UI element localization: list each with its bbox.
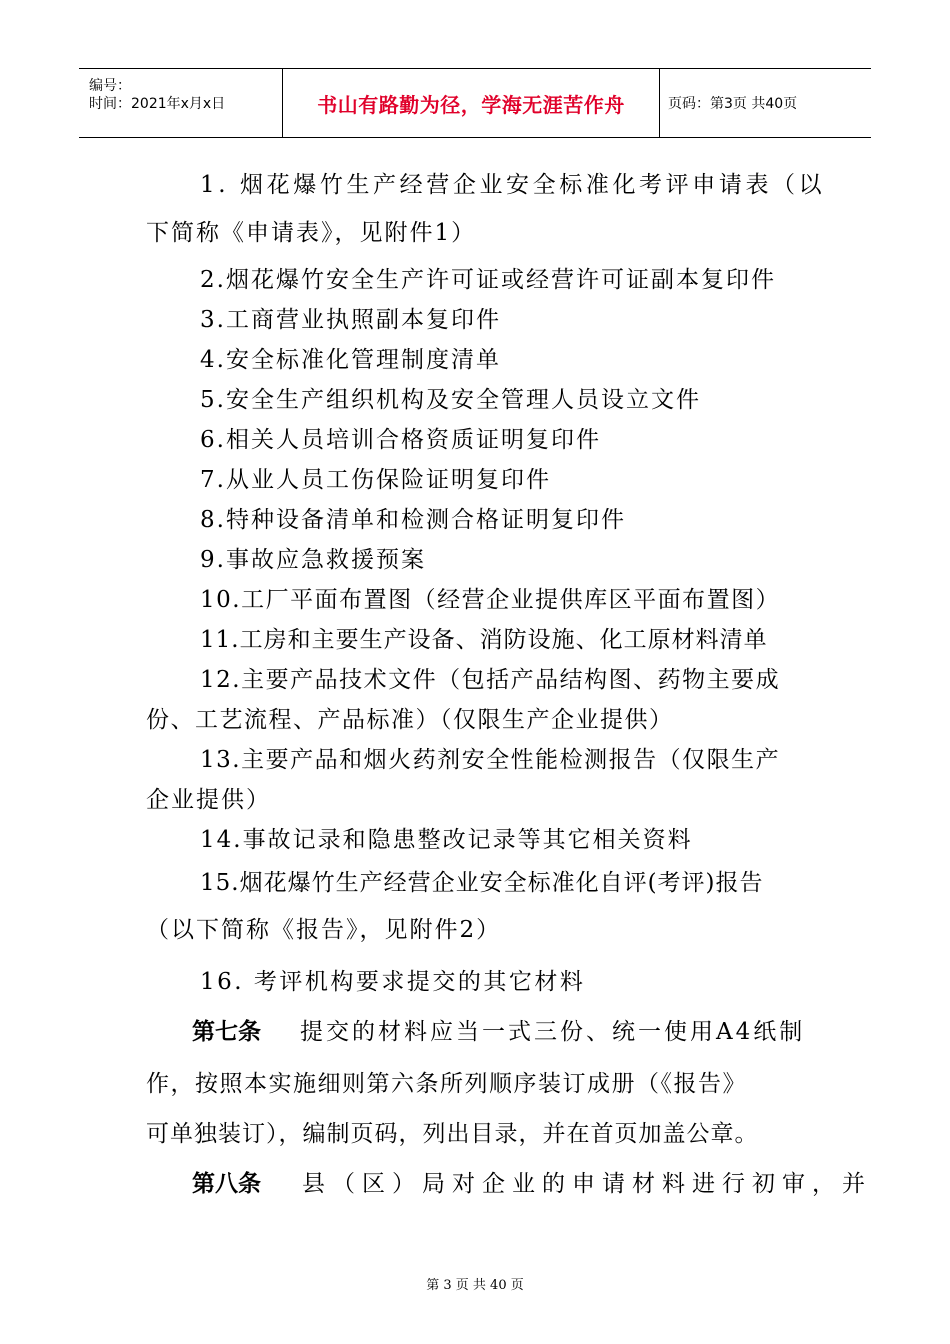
list-item-1-line1: 1. 烟花爆竹生产经营企业安全标准化考评申请表（以 [200,172,826,198]
list-item-9: 9.事故应急救援预案 [200,547,426,573]
list-item-10: 10.工厂平面布置图（经营企业提供库区平面布置图） [200,587,781,613]
header-meta-cell [79,69,283,137]
list-item-7: 7.从业人员工伤保险证明复印件 [200,467,551,493]
document-number-label: 编号： [89,78,131,94]
list-item-6: 6.相关人员培训合格资质证明复印件 [200,427,601,453]
document-date-label: 时间：2021年x月x日 [89,96,226,112]
list-item-5: 5.安全生产组织机构及安全管理人员设立文件 [200,387,701,413]
list-item-2: 2.烟花爆竹安全生产许可证或经营许可证副本复印件 [200,267,776,293]
list-item-8: 8.特种设备清单和检测合格证明复印件 [200,507,626,533]
article-8-title: 第八条 [192,1171,261,1197]
header-page-info: 页码：第3页 共40页 [668,96,798,112]
list-item-14: 14.事故记录和隐患整改记录等其它相关资料 [200,827,693,853]
list-item-16: 16. 考评机构要求提交的其它材料 [200,969,586,995]
list-item-4: 4.安全标准化管理制度清单 [200,347,501,373]
article-7-line3: 可单独装订），编制页码，列出目录，并在首页加盖公章。 [146,1121,759,1147]
list-item-15-line2: （以下简称《报告》，见附件2） [146,917,502,943]
article-7-title: 第七条 [192,1019,261,1045]
list-item-15-line1: 15.烟花爆竹生产经营企业安全标准化自评(考评)报告 [200,870,764,896]
list-item-12-line2: 份、工艺流程、产品标准）（仅限生产企业提供） [146,707,674,733]
list-item-13-line2: 企业提供） [146,787,271,813]
list-item-11: 11.工房和主要生产设备、消防设施、化工原材料清单 [200,627,768,653]
list-item-1-line2: 下简称《申请表》，见附件1） [146,220,477,246]
header-motto-cell [283,69,660,137]
page-header [79,68,871,138]
list-item-3: 3.工商营业执照副本复印件 [200,307,501,333]
article-8-line1: 县（区）局对企业的申请材料进行初审，并 [302,1171,872,1197]
list-item-13-line1: 13.主要产品和烟火药剂安全性能检测报告（仅限生产 [200,747,781,773]
page-footer: 第 3 页 共 40 页 [426,1278,524,1293]
list-item-12-line1: 12.主要产品技术文件（包括产品结构图、药物主要成 [200,667,781,693]
article-7-line2: 作，按照本实施细则第六条所列顺序装订成册（《报告》 [146,1071,747,1097]
header-motto: 书山有路勤为径，学海无涯苦作舟 [317,92,625,117]
article-7-line1: 提交的材料应当一式三份、统一使用A4纸制 [300,1019,806,1045]
header-page-cell [660,69,871,137]
